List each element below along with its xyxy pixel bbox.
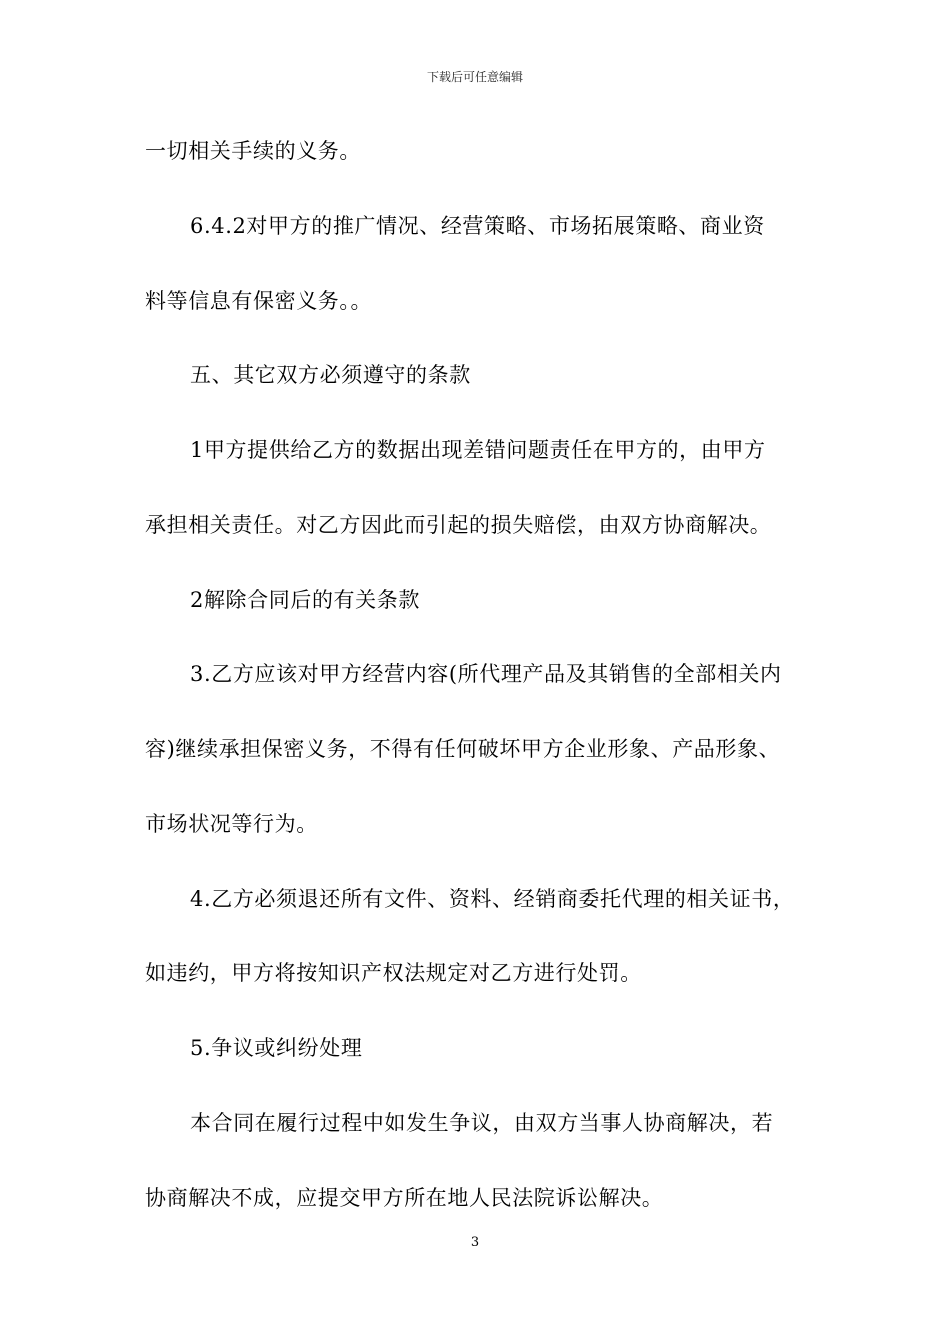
clause-heading: 5.争议或纠纷处理 — [190, 1036, 363, 1060]
body-line: 1甲方提供给乙方的数据出现差错问题责任在甲方的，由甲方 — [190, 438, 766, 462]
clause-heading: 2解除合同后的有关条款 — [190, 588, 420, 612]
body-line: 如违约，甲方将按知识产权法规定对乙方进行处罚。 — [145, 961, 642, 985]
body-line: 料等信息有保密义务。。 — [145, 289, 373, 313]
body-line: 市场状况等行为。 — [145, 812, 318, 836]
body-line: 4.乙方必须退还所有文件、资料、经销商委托代理的相关证书， — [190, 887, 795, 911]
body-line: 本合同在履行过程中如发生争议，由双方当事人协商解决，若 — [190, 1111, 774, 1135]
section-heading: 五、其它双方必须遵守的条款 — [190, 363, 471, 387]
page-number: 3 — [470, 1235, 480, 1250]
body-line: 一切相关手续的义务。 — [145, 139, 361, 163]
header-note: 下载后可任意编辑 — [426, 70, 523, 84]
body-line: 容)继续承担保密义务，不得有任何破坏甲方企业形象、产品形象、 — [145, 737, 781, 761]
body-line: 3.乙方应该对甲方经营内容(所代理产品及其销售的全部相关内 — [190, 662, 782, 686]
body-line: 承担相关责任。对乙方因此而引起的损失赔偿，由双方协商解决。 — [145, 513, 772, 537]
body-line: 6.4.2对甲方的推广情况、经营策略、市场拓展策略、商业资 — [190, 214, 765, 238]
body-line: 协商解决不成，应提交甲方所在地人民法院诉讼解决。 — [145, 1186, 664, 1210]
